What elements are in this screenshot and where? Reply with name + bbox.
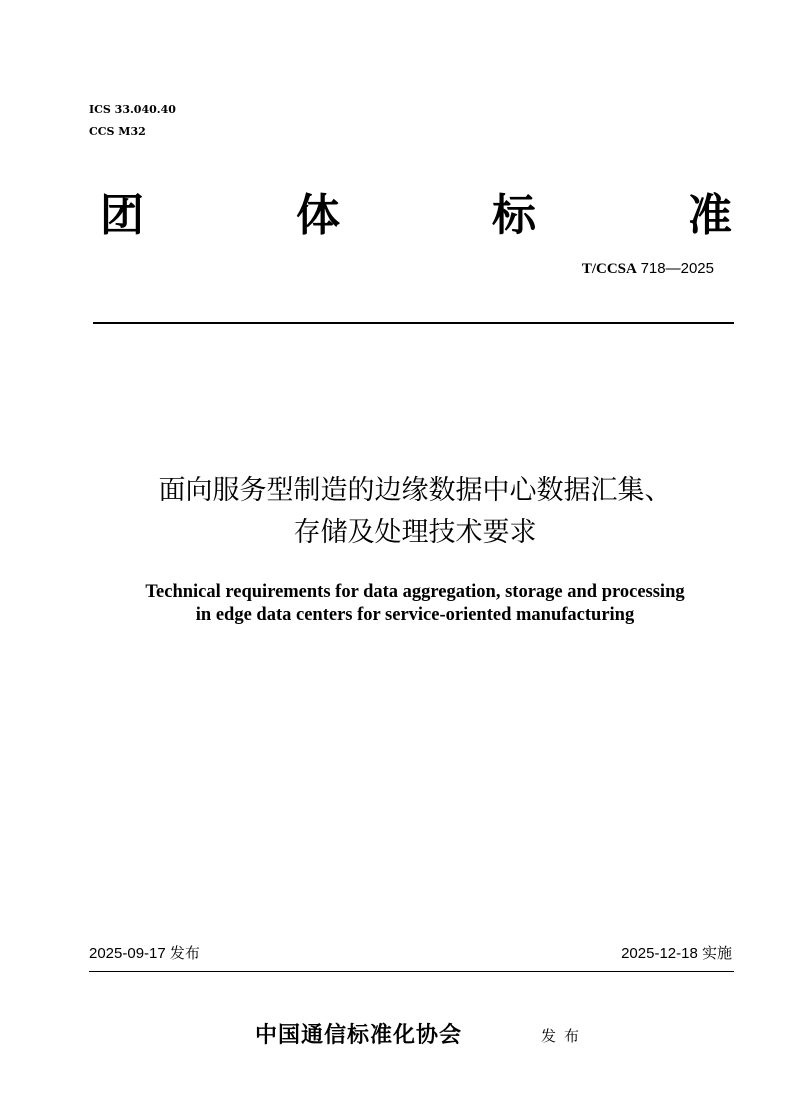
ics-code: ICS 33.040.40 (89, 103, 176, 116)
chinese-title-line: 面向服务型制造的边缘数据中心数据汇集、 (158, 475, 672, 506)
publisher-name: 中国通信标准化协会 (255, 1022, 463, 1048)
standard-type-char: 标 (492, 190, 536, 241)
issue-date: 2025-09-17 发布 (89, 945, 200, 962)
chinese-title-line: 存储及处理技术要求 (293, 517, 537, 548)
standard-type-char: 体 (296, 190, 340, 241)
english-title (60, 581, 770, 627)
publish-label: 发布 (541, 1027, 588, 1045)
english-title-line: Technical requirements for data aggregation, storage and processing (145, 582, 685, 602)
bottom-divider (89, 971, 734, 972)
standard-number (582, 260, 714, 278)
english-title-line: in edge data centers for service-oriented manufacturing (195, 605, 635, 625)
ccs-code: CCS M32 (89, 125, 146, 138)
implementation-date: 2025-12-18 实施 (621, 945, 732, 962)
standard-number-value: 718—2025 (640, 260, 714, 277)
standard-type-char: 准 (688, 190, 732, 241)
standard-code: T/CCSA (581, 261, 637, 277)
standard-type-char: 团 (100, 190, 144, 241)
standard-type-heading (100, 186, 732, 246)
chinese-title (60, 470, 770, 554)
top-divider (93, 322, 734, 324)
